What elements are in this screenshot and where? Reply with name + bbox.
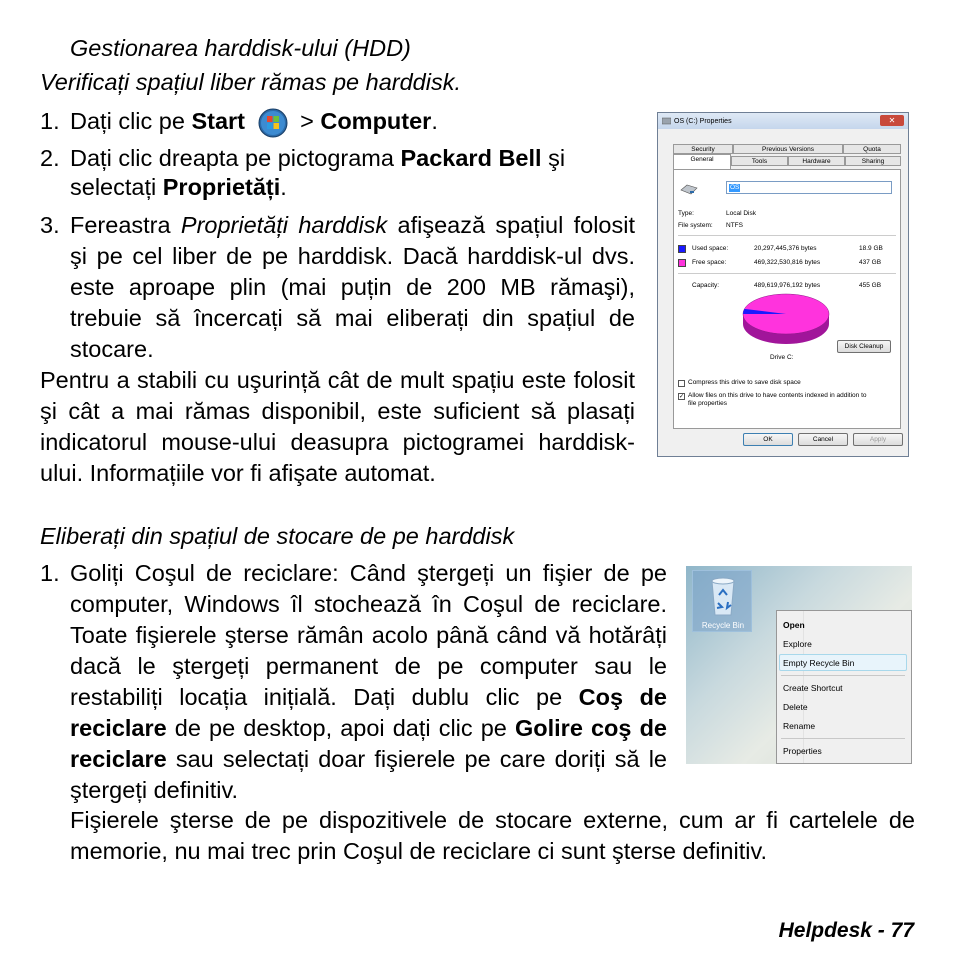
- drive-name-input[interactable]: OS: [726, 181, 892, 194]
- free-space-gb: 437 GB: [859, 259, 882, 266]
- capacity-bytes: 489,619,976,192 bytes: [754, 282, 821, 289]
- step-2-number: 2.: [40, 145, 60, 171]
- type-value: Local Disk: [726, 210, 756, 217]
- free-space-swatch: [678, 259, 686, 267]
- ok-button[interactable]: OK: [743, 433, 793, 446]
- step-number: 1.: [40, 108, 60, 134]
- cancel-button[interactable]: Cancel: [798, 433, 848, 446]
- used-space-bytes: 20,297,445,376 bytes: [754, 245, 817, 252]
- dialog-titlebar: [658, 113, 908, 129]
- subsection-heading: Verificați spațiul liber rămas pe harddisk.: [40, 69, 462, 95]
- disk-cleanup-button[interactable]: Disk Cleanup: [837, 340, 891, 353]
- step-2-line-2: selectați Proprietăți.: [70, 174, 287, 200]
- used-space-label: Used space:: [692, 245, 729, 252]
- menu-item-open[interactable]: Open: [783, 620, 805, 630]
- divider: [678, 235, 896, 236]
- compress-checkbox[interactable]: [678, 380, 685, 387]
- type-label: Type:: [678, 210, 694, 217]
- start-label: Start: [191, 108, 246, 134]
- bin-note-paragraph: Fişierele şterse de pe dispozitivele de stocare externe, cum ar fi cartelele de memorie, nu mai trec prin Coşul de reciclare ci sunt şterse definitiv.: [70, 807, 915, 864]
- page-number: 77: [890, 919, 914, 942]
- tab-previous-versions[interactable]: Previous Versions: [733, 144, 843, 154]
- bin-step-number: 1.: [40, 560, 60, 586]
- used-space-swatch: [678, 245, 686, 253]
- tab-tools[interactable]: Tools: [731, 156, 788, 166]
- page-footer: [779, 915, 914, 946]
- bin-step-text: Goliți Coşul de reciclare: Când ştergeți un fişier de pe computer, Windows îl stochează în Coşul de reciclare. Toate fişierele şterse rămân acolo până când vă hotărâți dacă le ştergeți permanent de pe computer sau le restabiliți locația inițială. Dați dublu clic pe Coş de reciclare de pe desktop, apoi dați clic pe Golire coş de reciclare sau selectați doar fişierele pe care doriți să le ştergeți definitiv.: [70, 560, 667, 803]
- tab-general[interactable]: General: [673, 154, 731, 169]
- hard-drive-icon: [680, 184, 698, 196]
- footer-label: Helpdesk -: [778, 919, 891, 942]
- tab-hardware[interactable]: Hardware: [788, 156, 845, 166]
- context-menu: [776, 610, 912, 764]
- menu-item-empty-recycle-bin[interactable]: Empty Recycle Bin: [783, 658, 855, 668]
- capacity-label: Capacity:: [692, 282, 720, 289]
- step-3-text: Fereastra Proprietăți harddisk afişează spațiul folosit şi pe cel liber de pe harddisk. Dacă harddisk-ul dvs. este aproape plin (mai puțin de 200 MB rămaşi), trebuie să încercați să mai eliberați din spațiul de stocare.: [70, 212, 636, 362]
- apply-button[interactable]: Apply: [853, 433, 903, 446]
- step-text: Dați clic pe: [70, 108, 192, 134]
- subsection-heading-free-space: Eliberați din spațiul de stocare de pe harddisk: [40, 523, 515, 549]
- step-2-line-1: Dați clic dreapta pe pictograma Packard Bell şi: [70, 145, 566, 171]
- disk-usage-pie: [740, 290, 832, 348]
- step-3-number: 3.: [40, 212, 60, 238]
- compress-label: Compress this drive to save disk space: [688, 379, 801, 386]
- tab-quota[interactable]: Quota: [843, 144, 901, 154]
- computer-label: Computer: [320, 108, 432, 134]
- paragraph-disk-hover: Pentru a stabili cu uşurință cât de mult spațiu este folosit şi cât a mai rămas disponibil, este suficient să plasați indicatorul mouse-ului deasupra pictogramei harddisk-ului. Informațiile vor fi afişate automat.: [40, 367, 635, 486]
- drive-label: Drive C:: [770, 354, 794, 361]
- tab-security[interactable]: Security: [673, 144, 733, 154]
- index-checkbox[interactable]: ✓: [679, 394, 685, 400]
- menu-item-properties[interactable]: Properties: [783, 746, 822, 756]
- menu-item-explore[interactable]: Explore: [783, 639, 812, 649]
- divider: [678, 273, 896, 274]
- filesystem-value: NTFS: [726, 222, 743, 229]
- menu-item-rename[interactable]: Rename: [783, 721, 816, 731]
- dialog-title: OS (C:) Properties: [674, 118, 732, 125]
- step-1: 1. Dați clic pe Start > Computer.: [40, 106, 60, 137]
- recycle-bin-desktop-icon[interactable]: [692, 570, 752, 632]
- tab-sharing[interactable]: Sharing: [845, 156, 901, 166]
- recycle-bin-icon: [709, 575, 737, 617]
- used-space-gb: 18.9 GB: [859, 245, 883, 252]
- recycle-bin-context-menu-screenshot: [686, 566, 912, 764]
- close-button[interactable]: ✕: [880, 115, 904, 126]
- free-space-label: Free space:: [692, 259, 727, 266]
- menu-separator: [781, 675, 905, 676]
- section-heading: Gestionarea harddisk-ului (HDD): [70, 35, 411, 61]
- filesystem-label: File system:: [678, 222, 713, 229]
- index-label-line-1: Allow files on this drive to have contents indexed in addition to: [688, 392, 867, 399]
- disk-properties-dialog: [657, 112, 909, 457]
- general-panel: [673, 169, 901, 429]
- menu-separator: [781, 738, 905, 739]
- index-label-line-2: file properties: [688, 400, 728, 407]
- menu-item-delete[interactable]: Delete: [783, 702, 808, 712]
- recycle-bin-label: Recycle Bin: [701, 621, 745, 630]
- free-space-bytes: 469,322,530,816 bytes: [754, 259, 821, 266]
- menu-item-create-shortcut[interactable]: Create Shortcut: [783, 683, 843, 693]
- drive-icon: [662, 117, 671, 125]
- capacity-gb: 455 GB: [859, 282, 882, 289]
- windows-start-orb-icon: [258, 108, 288, 138]
